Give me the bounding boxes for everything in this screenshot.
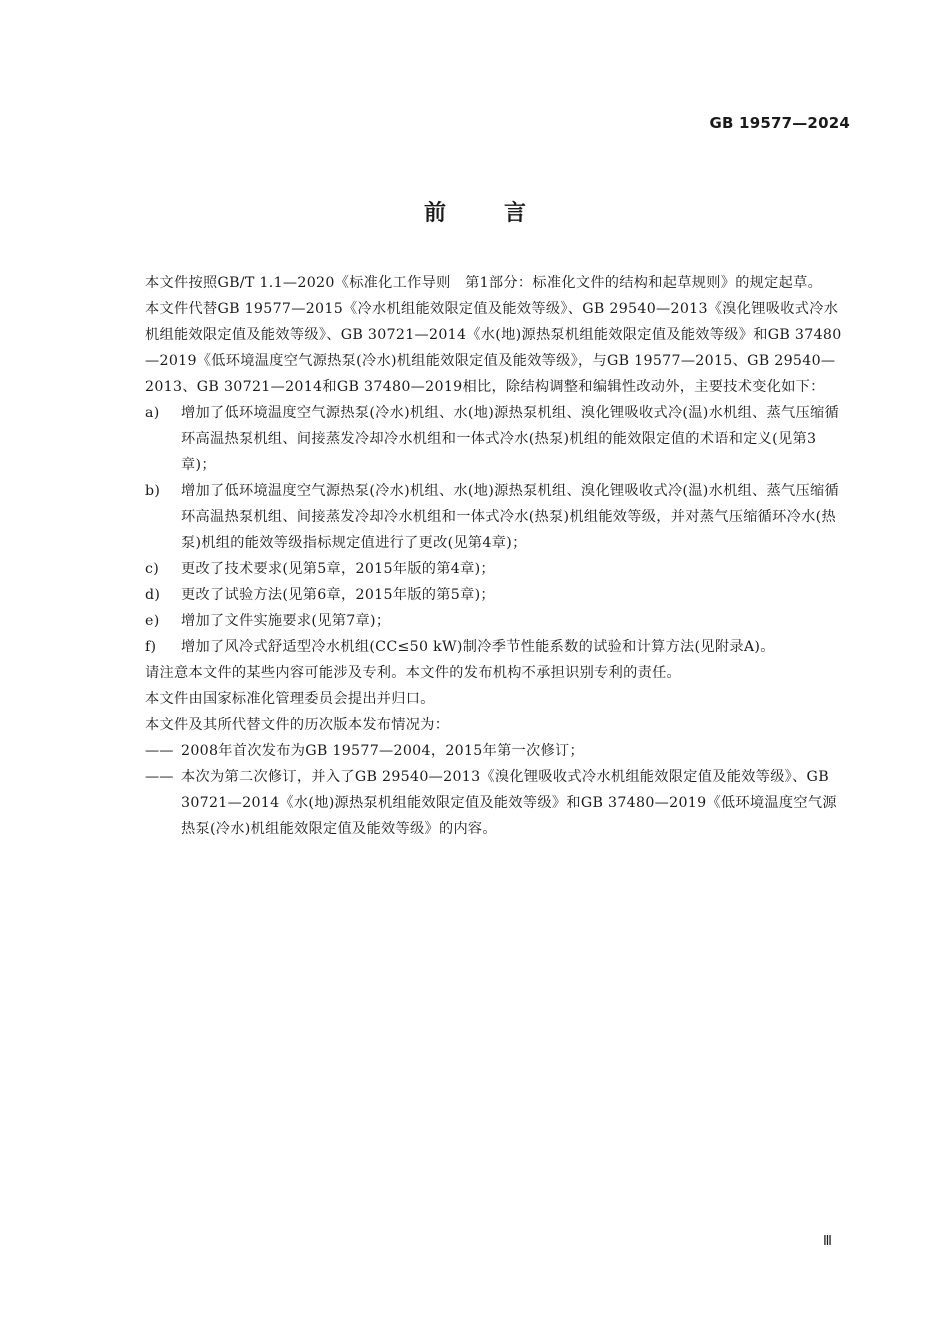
list-item-text: 增加了低环境温度空气源热泵(冷水)机组、水(地)源热泵机组、溴化锂吸收式冷(温)水机组、蒸气压缩循环高温热泵机组、间接蒸发冷却冷水机组和一体式冷水(热泵)机组能效等级，并对蒸气压缩循环冷水(热泵)机组的能效等级指标规定值进行了更改(见第4章)； (181, 483, 839, 551)
changes-list (145, 400, 851, 660)
foreword-body (145, 270, 851, 842)
standard-code: GB 19577—2024 (709, 114, 850, 132)
paragraph-replacement: 本文件代替GB 19577—2015《冷水机组能效限定值及能效等级》、GB 29540—2013《溴化锂吸收式冷水机组能效限定值及能效等级》、GB 30721—2014《水(地)源热泵机组能效限定值及能效等级》和GB 37480—2019《低环境温度空气源热泵(冷水)机组能效限定值及能效等级》，与GB 19577—2015、GB 29540—2013、GB 30721—2014和GB 37480—2019相比，除结构调整和编辑性改动外，主要技术变化如下： (145, 301, 842, 395)
history-item (145, 764, 851, 842)
page-title: 前言 (423, 201, 584, 226)
list-marker: b) (145, 483, 161, 499)
list-marker: e) (145, 613, 160, 629)
history-list (145, 738, 851, 842)
paragraph-proposer: 本文件由国家标准化管理委员会提出并归口。 (145, 691, 435, 707)
history-item-text: 2008年首次发布为GB 19577—2004，2015年第一次修订； (181, 743, 585, 759)
paragraph-drafting-rules: 本文件按照GB/T 1.1—2020《标准化工作导则 第1部分：标准化文件的结构和起草规则》的规定起草。 (145, 275, 823, 291)
list-marker: d) (145, 587, 161, 603)
list-item (145, 556, 851, 582)
list-marker: f) (145, 639, 157, 655)
list-item-text: 增加了文件实施要求(见第7章)； (181, 613, 391, 629)
list-item (145, 400, 851, 478)
list-marker: a) (145, 405, 160, 421)
list-item (145, 608, 851, 634)
history-item-text: 本次为第二次修订，并入了GB 29540—2013《溴化锂吸收式冷水机组能效限定值及能效等级》、GB 30721—2014《水(地)源热泵机组能效限定值及能效等级》和GB 37480—2019《低环境温度空气源热泵(冷水)机组能效限定值及能效等级》的内容。 (181, 769, 837, 837)
dash-marker: —— (145, 743, 174, 759)
dash-marker: —— (145, 769, 174, 785)
list-marker: c) (145, 561, 160, 577)
list-item-text: 增加了低环境温度空气源热泵(冷水)机组、水(地)源热泵机组、溴化锂吸收式冷(温)水机组、蒸气压缩循环高温热泵机组、间接蒸发冷却冷水机组和一体式冷水(热泵)机组的能效限定值的术语和定义(见第3章)； (181, 405, 839, 473)
list-item-text: 更改了技术要求(见第5章，2015年版的第4章)； (181, 561, 495, 577)
list-item (145, 634, 851, 660)
page-number: Ⅲ (823, 1234, 832, 1249)
list-item-text: 增加了风冷式舒适型冷水机组(CC≤50 kW)制冷季节性能系数的试验和计算方法(见附录A)。 (181, 639, 775, 655)
list-item (145, 478, 851, 556)
list-item-text: 更改了试验方法(见第6章，2015年版的第5章)； (181, 587, 495, 603)
history-item (145, 738, 851, 764)
paragraph-history-intro: 本文件及其所代替文件的历次版本发布情况为： (145, 717, 450, 733)
list-item (145, 582, 851, 608)
paragraph-patent-notice: 请注意本文件的某些内容可能涉及专利。本文件的发布机构不承担识别专利的责任。 (145, 665, 682, 681)
